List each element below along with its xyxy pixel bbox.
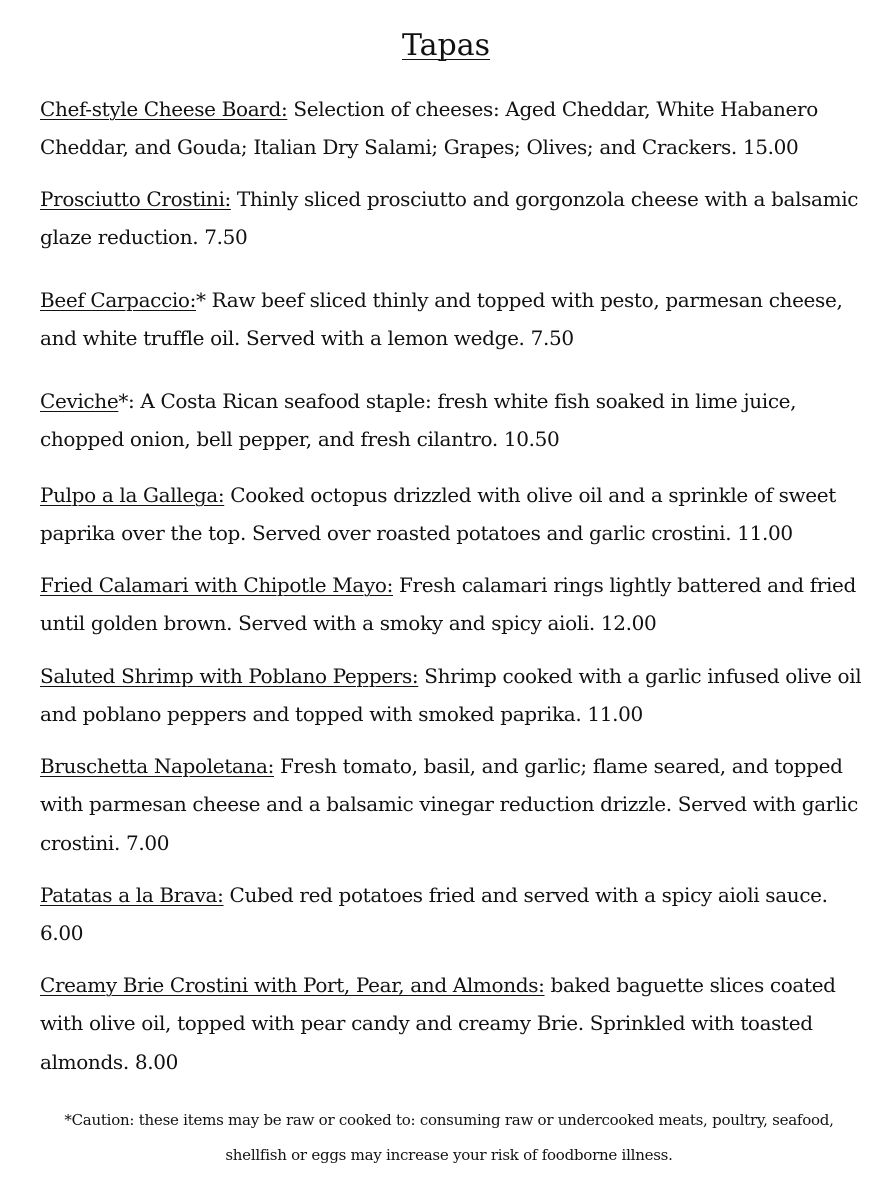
menu-item-description: Selection of cheeses: Aged Cheddar, White Habanero Cheddar, and Gouda; Italian Dry Salami; Grapes; Olives; and Crackers. 15.00 xyxy=(40,97,818,160)
menu-item-description: Fresh calamari rings lightly battered and fried until golden brown. Served with a smoky and spicy aioli. 12.00 xyxy=(40,573,856,636)
menu-item-name: Pulpo a la Gallega: xyxy=(40,483,225,507)
menu-item-beef-carpaccio xyxy=(40,281,865,358)
menu-item-description: Fresh tomato, basil, and garlic; flame seared, and topped with parmesan cheese and a balsamic vinegar reduction drizzle. Served with garlic crostini. 7.00 xyxy=(40,754,858,855)
menu-item-name: Patatas a la Brava: xyxy=(40,883,224,907)
caution-notice: *Caution: these items may be raw or cooked to: consuming raw or undercooked meats, poultry, seafood, shellfish or eggs may increase your risk of foodborne illness. xyxy=(64,1111,834,1165)
menu-item-description: Shrimp cooked with a garlic infused olive oil and poblano peppers and topped with smoked paprika. 11.00 xyxy=(40,664,862,727)
menu-item-description: Cubed red potatoes fried and served with a spicy aioli sauce. 6.00 xyxy=(40,883,828,946)
menu-item-description: Thinly sliced prosciutto and gorgonzola cheese with a balsamic glaze reduction. 7.50 xyxy=(40,187,859,250)
menu-item-ceviche xyxy=(40,382,865,459)
menu-item-name: Bruschetta Napoletana: xyxy=(40,754,274,778)
menu-item-name: Fried Calamari with Chipotle Mayo: xyxy=(40,573,394,597)
menu-item-description: baked baguette slices coated with olive oil, topped with pear candy and creamy Brie. Sprinkled with toasted almonds. 8.00 xyxy=(40,973,836,1074)
menu-item-name: Creamy Brie Crostini with Port, Pear, and Almonds: xyxy=(40,973,545,997)
menu-item-name: Saluted Shrimp with Poblano Peppers: xyxy=(40,664,419,688)
menu-item-shrimp-poblano xyxy=(40,657,865,734)
menu-item-name: Ceviche xyxy=(40,389,119,413)
menu-item-prosciutto-crostini xyxy=(40,180,865,257)
menu-item-pulpo-gallega xyxy=(40,476,865,553)
menu-item-description: Cooked octopus drizzled with olive oil and a sprinkle of sweet paprika over the top. Served over roasted potatoes and garlic crostini. 11.00 xyxy=(40,483,836,546)
menu-item-description: * Raw beef sliced thinly and topped with pesto, parmesan cheese, and white truffle oil. Served with a lemon wedge. 7.50 xyxy=(40,288,843,351)
menu-item-brie-crostini xyxy=(40,966,865,1081)
menu-item-name: Beef Carpaccio: xyxy=(40,288,196,312)
menu-item-cheese-board xyxy=(40,90,865,167)
page-title: Tapas xyxy=(401,28,491,63)
menu-item-fried-calamari xyxy=(40,566,865,643)
menu-item-patatas-brava xyxy=(40,876,865,953)
menu-item-name: Prosciutto Crostini: xyxy=(40,187,231,211)
menu-item-name: Chef-style Cheese Board: xyxy=(40,97,288,121)
menu-item-description: *: A Costa Rican seafood staple: fresh white fish soaked in lime juice, chopped onion, bell pepper, and fresh cilantro. 10.50 xyxy=(40,389,797,452)
menu-item-bruschetta xyxy=(40,747,865,862)
